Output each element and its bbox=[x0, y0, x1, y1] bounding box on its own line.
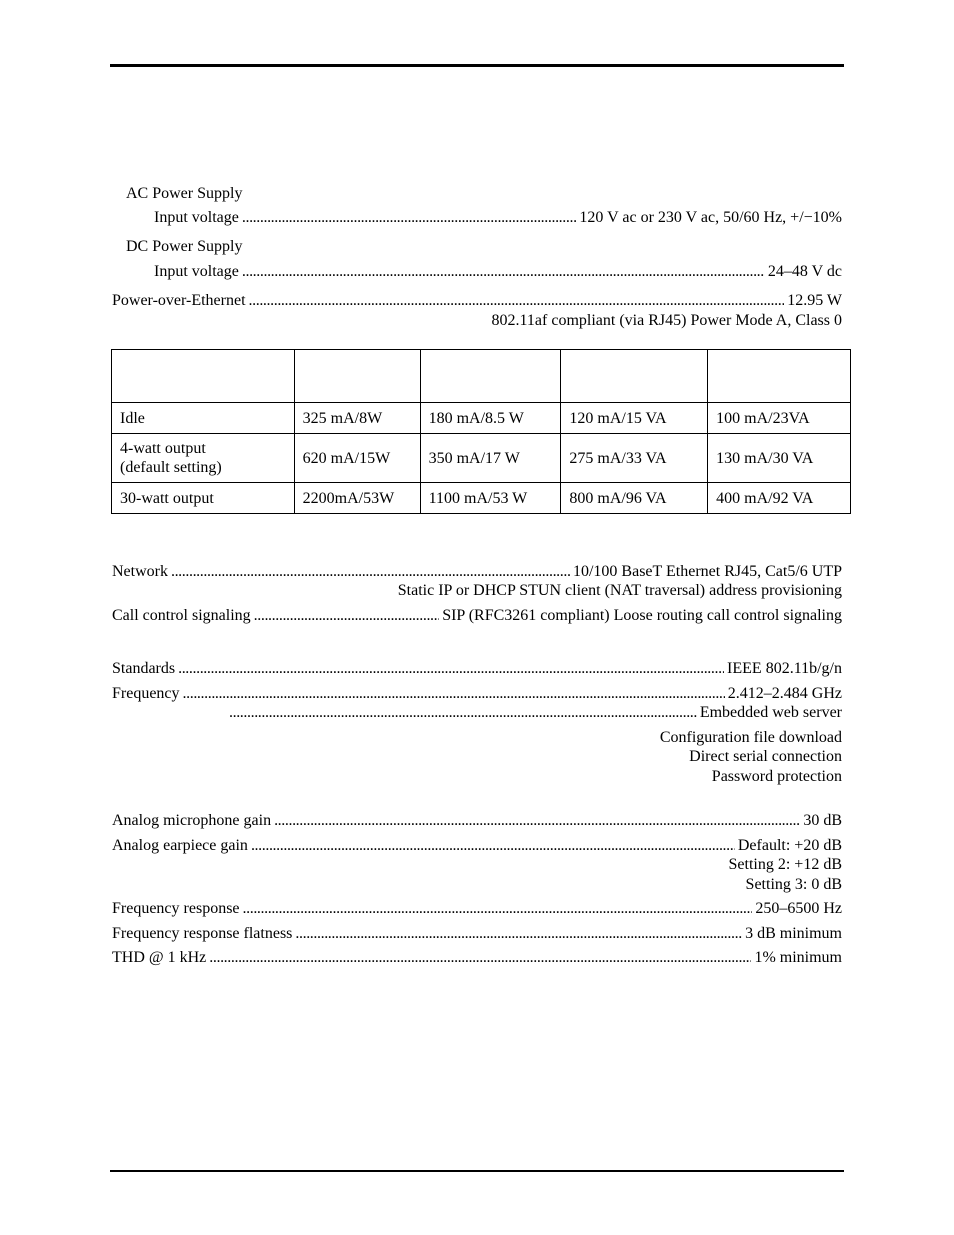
table-cell: 800 mA/96 VA bbox=[561, 483, 708, 514]
earpiece-setting: Setting 3: 0 dB bbox=[745, 876, 842, 893]
leader-dots bbox=[254, 606, 440, 625]
mic-gain-label: Analog microphone gain bbox=[112, 812, 272, 829]
ac-input-voltage-row bbox=[154, 208, 842, 227]
thd-value: 1% minimum bbox=[754, 949, 842, 966]
leader-dots bbox=[171, 562, 570, 581]
table-cell: 325 mA/8W bbox=[294, 403, 420, 434]
table-header-cell bbox=[112, 350, 295, 403]
frequency-value: 2.412–2.484 GHz bbox=[727, 685, 842, 702]
table-cell: 1100 mA/53 W bbox=[420, 483, 561, 514]
ac-power-heading: AC Power Supply bbox=[126, 185, 243, 202]
flatness-value: 3 dB minimum bbox=[745, 925, 842, 942]
flatness-row bbox=[112, 924, 842, 943]
frequency-label: Frequency bbox=[112, 685, 180, 702]
poe-row bbox=[112, 291, 842, 310]
poe-value: 12.95 W bbox=[787, 292, 842, 309]
mic-gain-row bbox=[112, 811, 842, 830]
leader-dots bbox=[274, 811, 800, 830]
table-cell: 120 mA/15 VA bbox=[561, 403, 708, 434]
config-item: Direct serial connection bbox=[689, 748, 842, 765]
top-rule bbox=[110, 64, 844, 67]
table-header-cell bbox=[561, 350, 708, 403]
leader-dots bbox=[243, 899, 753, 918]
network-note: Static IP or DHCP STUN client (NAT traversal) address provisioning bbox=[397, 582, 842, 599]
network-row bbox=[112, 562, 842, 581]
thd-label: THD @ 1 kHz bbox=[112, 949, 207, 966]
frequency-response-row bbox=[112, 899, 842, 918]
call-control-label: Call control signaling bbox=[112, 607, 251, 624]
table-row bbox=[112, 483, 851, 514]
leader-dots bbox=[178, 659, 724, 678]
power-consumption-table bbox=[111, 349, 851, 514]
leader-dots bbox=[229, 703, 697, 722]
config-item: Configuration file download bbox=[659, 729, 842, 746]
table-cell: 2200mA/53W bbox=[294, 483, 420, 514]
earpiece-setting: Setting 2: +12 dB bbox=[728, 856, 842, 873]
poe-note: 802.11af compliant (via RJ45) Power Mode A, Class 0 bbox=[491, 312, 842, 329]
leader-dots bbox=[209, 948, 751, 967]
dc-input-label: Input voltage bbox=[154, 263, 239, 280]
earpiece-gain-label: Analog earpiece gain bbox=[112, 837, 248, 854]
table-cell: 620 mA/15W bbox=[294, 434, 420, 483]
frequency-response-label: Frequency response bbox=[112, 900, 240, 917]
config-value: Embedded web server bbox=[699, 704, 842, 721]
earpiece-gain-value: Default: +20 dB bbox=[737, 837, 842, 854]
call-control-value: SIP (RFC3261 compliant) Loose routing call control signaling bbox=[442, 607, 842, 624]
frequency-response-value: 250–6500 Hz bbox=[755, 900, 842, 917]
mic-gain-value: 30 dB bbox=[803, 812, 842, 829]
dc-power-heading: DC Power Supply bbox=[126, 238, 243, 255]
configuration-row bbox=[226, 703, 842, 722]
leader-dots bbox=[242, 208, 577, 227]
bottom-rule bbox=[110, 1170, 844, 1172]
network-label: Network bbox=[112, 563, 168, 580]
network-value: 10/100 BaseT Ethernet RJ45, Cat5/6 UTP bbox=[572, 563, 842, 580]
flatness-label: Frequency response flatness bbox=[112, 925, 293, 942]
table-cell: 180 mA/8.5 W bbox=[420, 403, 561, 434]
table-cell: 130 mA/30 VA bbox=[708, 434, 851, 483]
table-cell: 400 mA/92 VA bbox=[708, 483, 851, 514]
table-cell: 350 mA/17 W bbox=[420, 434, 561, 483]
table-cell: 30-watt output bbox=[112, 483, 295, 514]
leader-dots bbox=[251, 836, 735, 855]
poe-label: Power-over-Ethernet bbox=[112, 292, 246, 309]
standards-row bbox=[112, 659, 842, 678]
table-row bbox=[112, 403, 851, 434]
table-cell: Idle bbox=[112, 403, 295, 434]
row-label: 4-watt output bbox=[120, 440, 206, 457]
call-control-row bbox=[112, 606, 842, 625]
leader-dots bbox=[242, 262, 765, 281]
table-header-cell bbox=[708, 350, 851, 403]
table-cell: 275 mA/33 VA bbox=[561, 434, 708, 483]
earpiece-gain-row bbox=[112, 836, 842, 855]
leader-dots bbox=[183, 684, 725, 703]
table-header-row bbox=[112, 350, 851, 403]
dc-input-voltage-row bbox=[154, 262, 842, 281]
thd-row bbox=[112, 948, 842, 967]
dc-input-value: 24–48 V dc bbox=[767, 263, 842, 280]
standards-label: Standards bbox=[112, 660, 176, 677]
table-row bbox=[112, 434, 851, 483]
table-cell: 100 mA/23VA bbox=[708, 403, 851, 434]
row-sublabel: (default setting) bbox=[120, 459, 222, 476]
table-cell bbox=[112, 434, 295, 483]
table-header-cell bbox=[420, 350, 561, 403]
leader-dots bbox=[249, 291, 785, 310]
standards-value: IEEE 802.11b/g/n bbox=[727, 660, 842, 677]
table-header-cell bbox=[294, 350, 420, 403]
leader-dots bbox=[295, 924, 742, 943]
frequency-row bbox=[112, 684, 842, 703]
config-item: Password protection bbox=[711, 768, 842, 785]
ac-input-label: Input voltage bbox=[154, 209, 239, 226]
ac-input-value: 120 V ac or 230 V ac, 50/60 Hz, +/−10% bbox=[579, 209, 842, 226]
